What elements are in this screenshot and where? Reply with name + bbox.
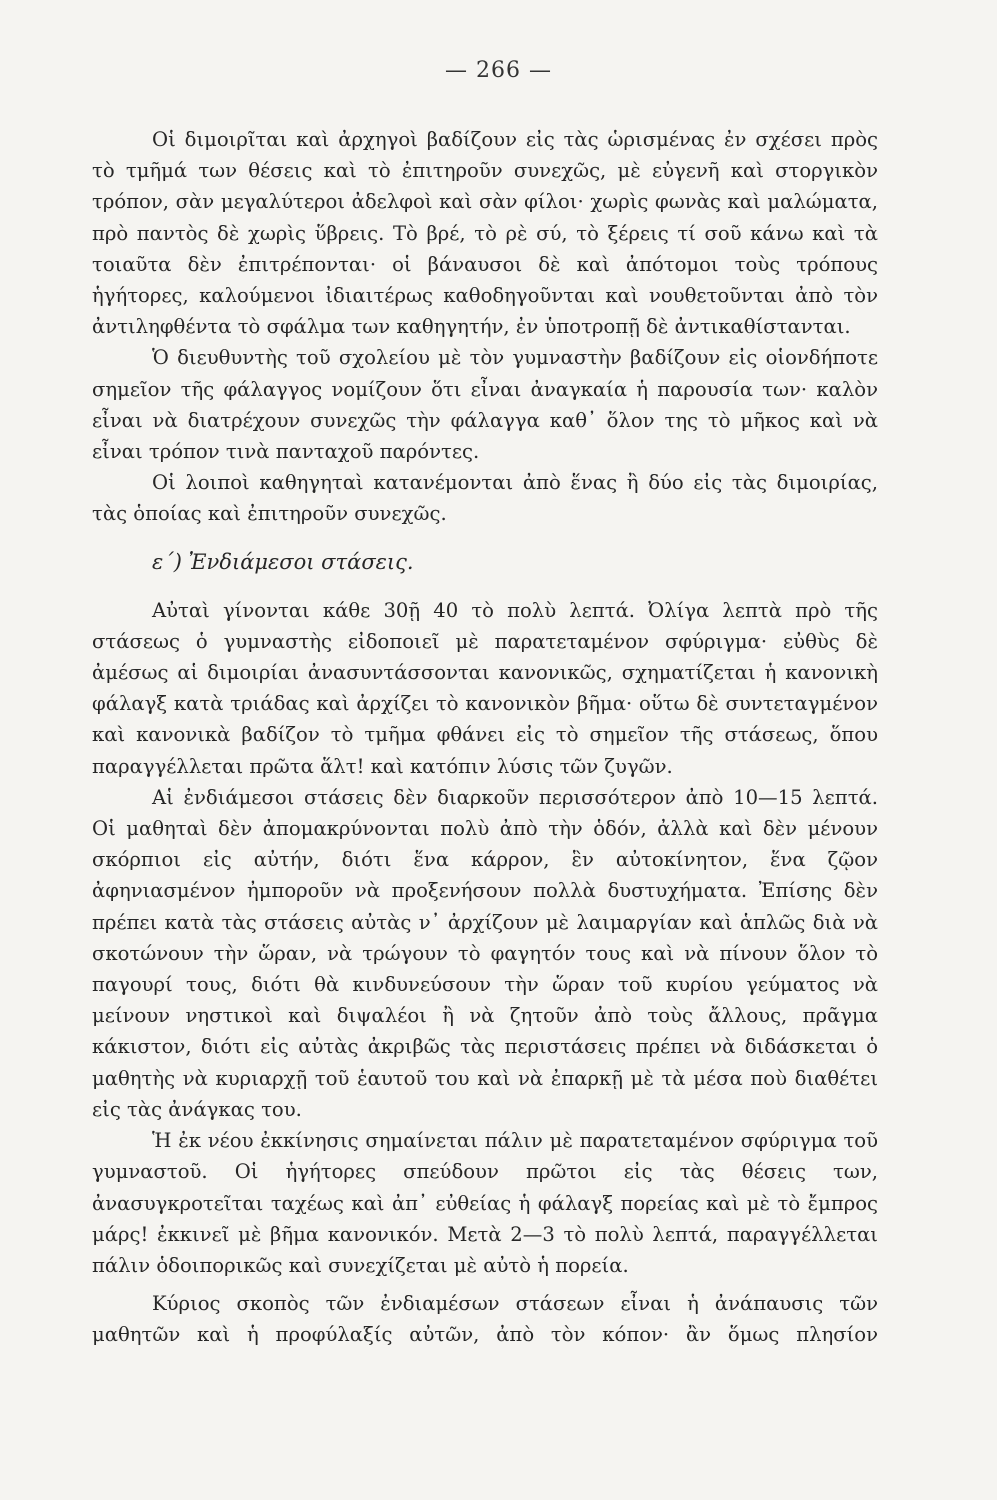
paragraph-purpose: Κύριος σκοπὸς τῶν ἐνδιαμέσων στάσεων εἶναι ἡ ἀνάπαυσις τῶν μαθητῶν καὶ ἡ προφύλαξίς αὐτῶν, ἀπὸ τὸν κόπον· ἂν ὅμως πλησίον: [92, 1292, 878, 1347]
paragraph-stops-timing: Αὐταὶ γίνονται κάθε 30ῇ 40 τὸ πολὺ λεπτά. Ὀλίγα λεπτὰ πρὸ τῆς στάσεως ὁ γυμναστὴς εἰδοποιεῖ μὲ παρατεταμένον σφύριγμα· εὐθὺς δὲ ἀμέσως αἱ διμοιρίαι ἀνασυντάσσονται κανονικῶς, σχηματίζεται ἡ κανονικὴ φάλαγξ κατὰ τριάδας καὶ ἀρχίζει τὸ κανονικὸν βῆμα· οὕτω δὲ συντεταγμένον καὶ κανονικὰ βαδίζον τὸ τμῆμα φθάνει εἰς τὸ σημεῖον τῆς στάσεως, ὅπου παραγγέλλεται πρῶτα ἅλτ! καὶ κατόπιν λύσις τῶν ζυγῶν.: [92, 598, 878, 778]
paragraph-leaders: Οἱ διμοιρῖται καὶ ἀρχηγοὶ βαδίζουν εἰς τὰς ὡρισμένας ἐν σχέσει πρὸς τὸ τμῆμά των θέσεις καὶ τὸ ἐπιτηροῦν συνεχῶς, μὲ εὐγενῆ καὶ στοργικὸν τρόπον, σὰν μεγαλύτεροι ἀδελφοὶ καὶ σὰν φίλοι· χωρὶς φωνὰς καὶ μαλώματα, πρὸ παντὸς δὲ χωρὶς ὕβρεις. Τὸ βρέ, τὸ ρὲ σύ, τὸ ξέρεις τί σοῦ κάνω καὶ τὰ τοιαῦτα δὲν ἐπιτρέπονται· οἱ βάναυσοι δὲ καὶ ἀπότομοι τοὺς τρόπους ἡγήτορες, καλούμενοι ἰδιαιτέρως καθοδηγοῦνται καὶ νουθετοῦνται ἀπὸ τὸν ἀντιληφθέντα τὸ σφάλμα των καθηγητήν, ἐν ὑποτροπῇ δὲ ἀντικαθίστανται.: [92, 128, 878, 339]
paragraph-gap: [92, 1281, 878, 1288]
body-text: [92, 124, 878, 1351]
paragraph-stops-duration: Αἱ ἐνδιάμεσοι στάσεις δὲν διαρκοῦν περισσότερον ἀπὸ 10—15 λεπτά. Οἱ μαθηταὶ δὲν ἀπομακρύνονται πολὺ ἀπὸ τὴν ὁδόν, ἀλλὰ καὶ δὲν μένουν σκόρπιοι εἰς αὐτήν, διότι ἕνα κάρρον, ἓν αὐτοκίνητον, ἕνα ζῷον ἀφηνιασμένον ἠμποροῦν νὰ προξενήσουν πολλὰ δυστυχήματα. Ἐπίσης δὲν πρέπει κατὰ τὰς στάσεις αὐτὰς ν᾽ ἀρχίζουν μὲ λαιμαργίαν καὶ ἁπλῶς διὰ νὰ σκοτώνουν τὴν ὥραν, νὰ τρώγουν τὸ φαγητόν τους καὶ νὰ πίνουν ὅλον τὸ παγουρί τους, διότι θὰ κινδυνεύσουν τὴν ὥραν τοῦ κυρίου γεύματος νὰ μείνουν νηστικοὶ καὶ διψαλέοι ἢ νὰ ζητοῦν ἀπὸ τοὺς ἄλλους, πρᾶγμα κάκιστον, διότι εἰς αὐτὰς ἀκριβῶς τὰς περιστάσεις πρέπει νὰ διδάσκεται ὁ μαθητὴς νὰ κυριαρχῇ τοῦ ἑαυτοῦ του καὶ νὰ ἐπαρκῇ μὲ τὰ μέσα ποὺ διαθέτει εἰς τὰς ἀνάγκας του.: [92, 785, 878, 1121]
paragraph-teachers: Οἱ λοιποὶ καθηγηταὶ κατανέμονται ἀπὸ ἕνας ἢ δύο εἰς τὰς διμοιρίας, τὰς ὁποίας καὶ ἐπιτηροῦν συνεχῶς.: [92, 471, 878, 526]
paragraph-restart: Ἡ ἐκ νέου ἐκκίνησις σημαίνεται πάλιν μὲ παρατεταμένον σφύριγμα τοῦ γυμναστοῦ. Οἱ ἡγήτορες σπεύδουν πρῶτοι εἰς τὰς θέσεις των, ἀνασυγκροτεῖται ταχέως καὶ ἀπ᾽ εὐθείας ἡ φάλαγξ πορείας καὶ μὲ τὸ ἔμπρος μάρς! ἐκκινεῖ μὲ βῆμα κανονικόν. Μετὰ 2—3 τὸ πολὺ λεπτά, παραγγέλλεται πάλιν ὁδοιπορικῶς καὶ συνεχίζεται μὲ αὐτὸ ἡ πορεία.: [92, 1129, 878, 1277]
section-heading: ε´) Ἐνδιάμεσοι στάσεις.: [152, 549, 414, 574]
page-number: — 266 —: [445, 58, 552, 83]
paragraph-director: Ὁ διευθυντὴς τοῦ σχολείου μὲ τὸν γυμναστὴν βαδίζουν εἰς οἱονδήποτε σημεῖον τῆς φάλαγγος νομίζουν ὅτι εἶναι ἀναγκαία ἡ παρουσία των· καλὸν εἶναι νὰ διατρέχουν συνεχῶς τὴν φάλαγγα καθ᾽ ὅλον της τὸ μῆκος καὶ νὰ εἶναι τρόπον τινὰ πανταχοῦ παρόντες.: [92, 346, 878, 464]
